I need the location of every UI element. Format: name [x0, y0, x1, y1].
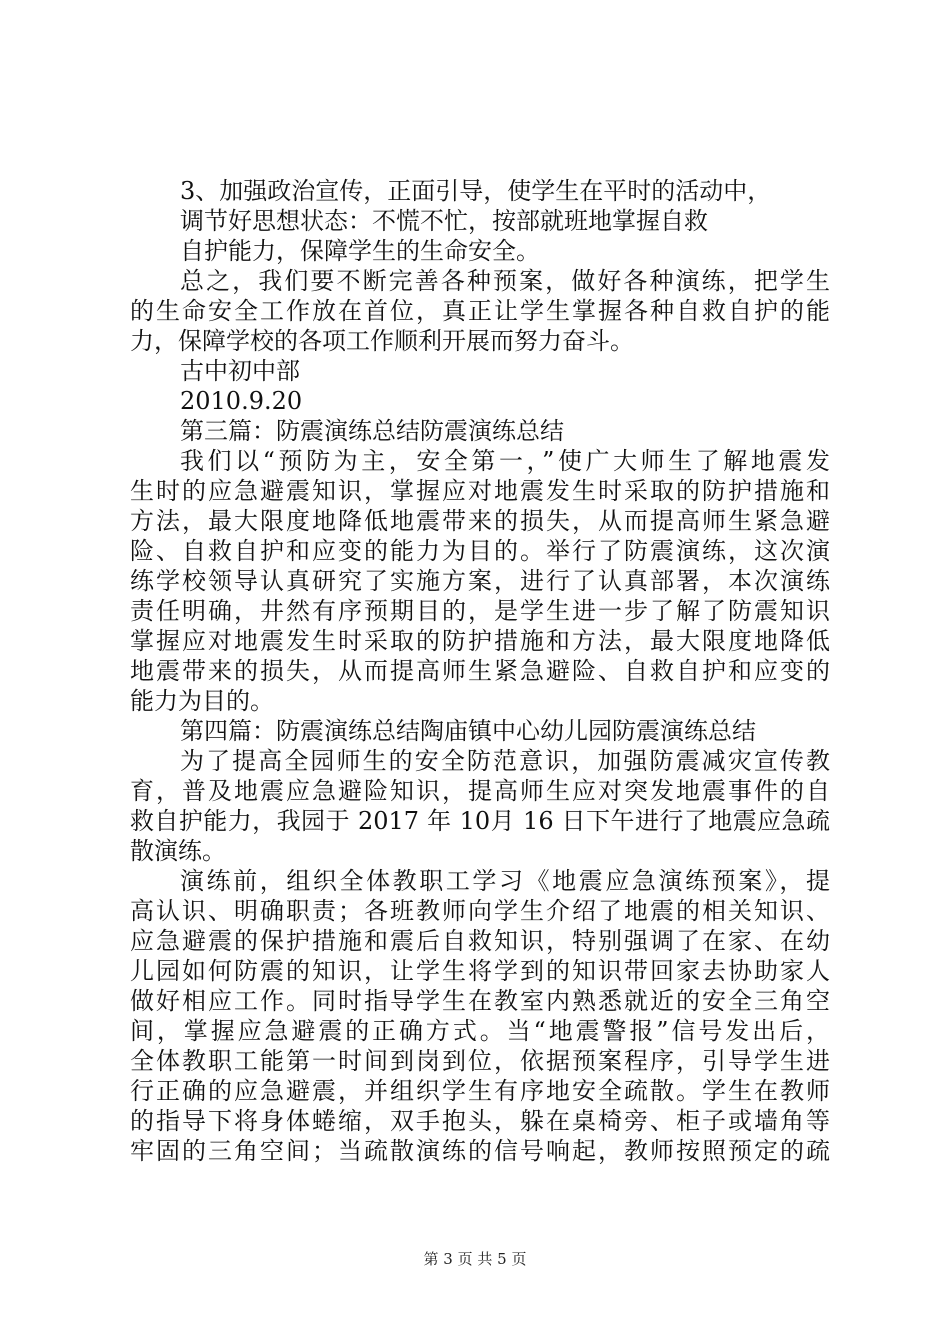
text-line: 调节好思想状态：不慌不忙，按部就班地掌握自救: [180, 207, 708, 235]
text-line: 3、加强政治宣传，正面引导，使学生在平时的活动中，: [180, 177, 772, 205]
page-footer: [0, 1249, 950, 1269]
text-line: 地震带来的损失，从而提高师生紧急避险、自救自护和应变的: [130, 657, 830, 685]
text-line: 育，普及地震应急避险知识，提高师生应对突发地震事件的自: [130, 777, 830, 805]
text-line: 我们以“预防为主，安全第一，”使广大师生了解地震发: [180, 447, 830, 475]
text-line: 能力为目的。: [130, 687, 274, 715]
text-line: 演练前，组织全体教职工学习《地震应急演练预案》，提: [180, 867, 830, 895]
document-body: [130, 176, 830, 1166]
text-line: 生时的应急避震知识，掌握应对地震发生时采取的防护措施和: [130, 477, 830, 505]
text-line: 的指导下将身体蜷缩，双手抱头，躲在桌椅旁、柜子或墙角等: [130, 1107, 830, 1135]
text-line: 儿园如何防震的知识，让学生将学到的知识带回家去协助家人: [130, 957, 830, 985]
text-line: 的生命安全工作放在首位，真正让学生掌握各种自救自护的能: [130, 297, 830, 325]
text-line: 责任明确，井然有序预期目的，是学生进一步了解了防震知识: [130, 597, 830, 625]
text-line: 险、自救自护和应变的能力为目的。举行了防震演练，这次演: [130, 537, 830, 565]
text-line: 应急避震的保护措施和震后自救知识，特别强调了在家、在幼: [130, 927, 830, 955]
text-line: 间，掌握应急避震的正确方式。当“地震警报”信号发出后，: [130, 1017, 830, 1045]
text-line: 练学校领导认真研究了实施方案，进行了认真部署，本次演练: [130, 567, 830, 595]
text-line: 牢固的三角空间；当疏散演练的信号响起，教师按照预定的疏: [130, 1137, 830, 1165]
text-line: 掌握应对地震发生时采取的防护措施和方法，最大限度地降低: [130, 627, 830, 655]
text-line: 力，保障学校的各项工作顺利开展而努力奋斗。: [130, 327, 634, 355]
text-line: 为了提高全园师生的安全防范意识，加强防震减灾宣传教: [180, 747, 830, 775]
text-line: 救自护能力，我园于 2017 年 10月 16 日下午进行了地震应急疏: [130, 807, 830, 835]
text-line: 自护能力，保障学生的生命安全。: [180, 237, 540, 265]
text-line: 全体教职工能第一时间到岗到位，依据预案程序，引导学生进: [130, 1047, 830, 1075]
text-line: 散演练。: [130, 837, 226, 865]
text-line: 方法，最大限度地降低地震带来的损失，从而提高师生紧急避: [130, 507, 830, 535]
text-line: 行正确的应急避震，并组织学生有序地安全疏散。学生在教师: [130, 1077, 830, 1105]
text-line: 做好相应工作。同时指导学生在教室内熟悉就近的安全三角空: [130, 987, 830, 1015]
signature-date: 2010.9.20: [180, 387, 303, 415]
section-heading: 第三篇：防震演练总结防震演练总结: [180, 417, 564, 445]
text-line: 高认识、明确职责；各班教师向学生介绍了地震的相关知识、: [130, 897, 830, 925]
section-heading: 第四篇：防震演练总结陶庙镇中心幼儿园防震演练总结: [180, 717, 756, 745]
signature-org: 古中初中部: [180, 357, 300, 385]
text-line: 总之，我们要不断完善各种预案，做好各种演练，把学生: [180, 267, 830, 295]
page-number: 第 3 页 共 5 页: [423, 1250, 527, 1268]
